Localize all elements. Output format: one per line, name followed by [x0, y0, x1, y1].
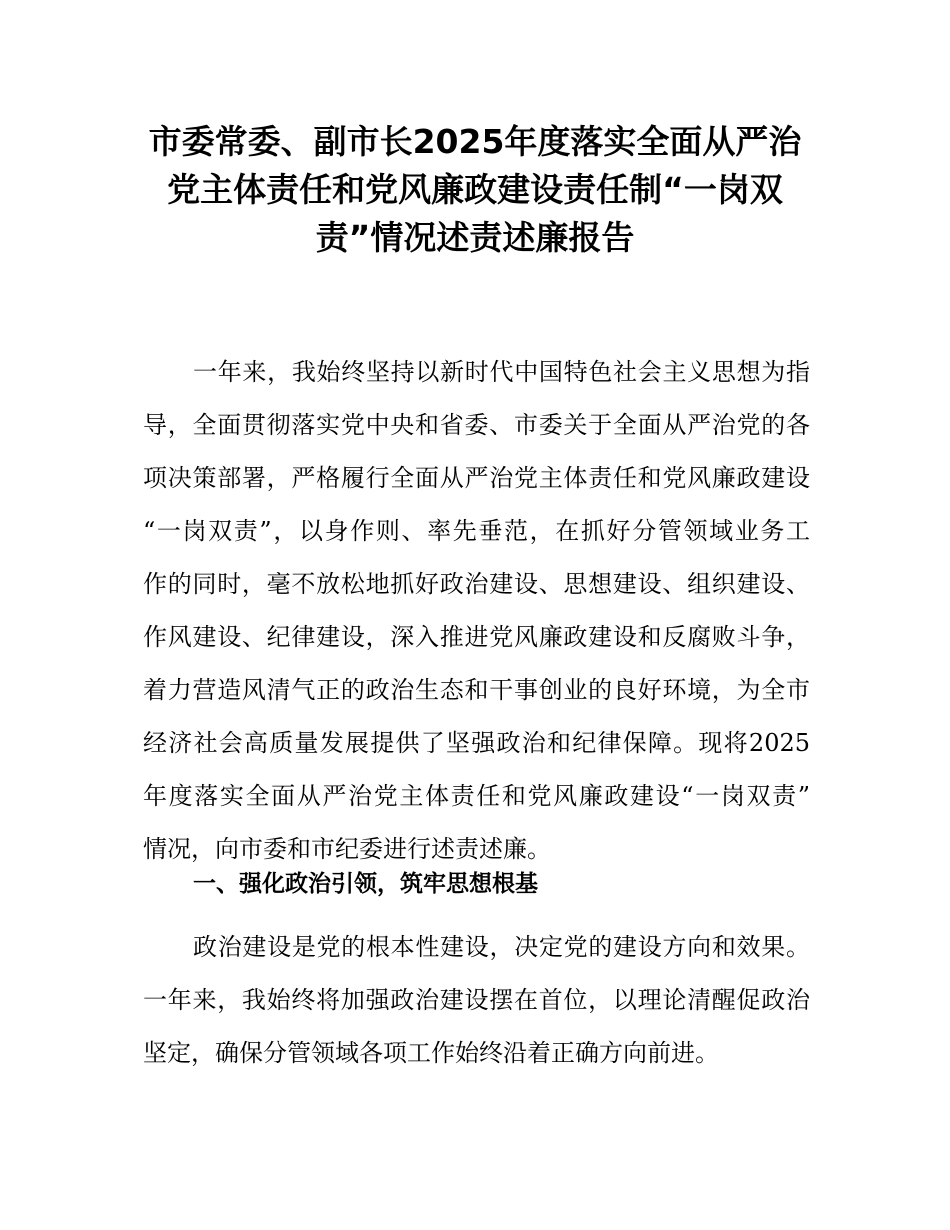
text-line: 一年来，我始终坚持以新时代中国特色社会主义思想为指	[193, 358, 810, 386]
title-line: 市委常委、副市长2025年度落实全面从严治	[148, 122, 802, 161]
intro-paragraph	[143, 346, 810, 876]
text-line: 经济社会高质量发展提供了坚强政治和纪律保障。现将2025	[143, 729, 810, 757]
section-1	[143, 858, 810, 1080]
text-line: 坚定，确保分管领域各项工作始终沿着正确方向前进。	[143, 1039, 719, 1067]
title-line: 党主体责任和党风廉政建设责任制“一岗双	[167, 170, 783, 209]
text-line: 一年来，我始终将加强政治建设摆在首位，以理论清醒促政治	[143, 986, 810, 1014]
title-line: 责”情况述责述廉报告	[315, 218, 635, 257]
text-line: 作的同时，毫不放松地抓好政治建设、思想建设、组织建设、	[143, 570, 810, 598]
text-line: “一岗双责”，以身作则、率先垂范，在抓好分管领域业务工	[143, 517, 810, 545]
text-line: 政治建设是党的根本性建设，决定党的建设方向和效果。	[193, 933, 810, 961]
text-line: 情况，向市委和市纪委进行述责述廉。	[143, 835, 551, 863]
section-heading: 一、强化政治引领，筑牢思想根基	[193, 871, 538, 897]
text-line: 导，全面贯彻落实党中央和省委、市委关于全面从严治党的各	[143, 411, 810, 439]
text-line: 作风建设、纪律建设，深入推进党风廉政建设和反腐败斗争，	[143, 623, 810, 651]
document-title	[140, 118, 810, 262]
text-line: 着力营造风清气正的政治生态和干事创业的良好环境，为全市	[143, 676, 810, 704]
text-line: 年度落实全面从严治党主体责任和党风廉政建设“一岗双责”	[143, 782, 810, 810]
text-line: 项决策部署，严格履行全面从严治党主体责任和党风廉政建设	[143, 464, 810, 492]
